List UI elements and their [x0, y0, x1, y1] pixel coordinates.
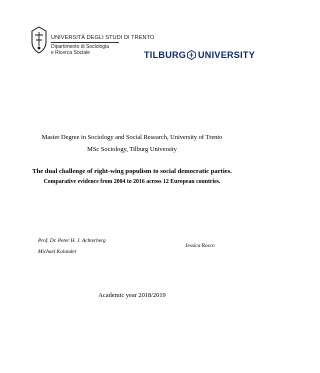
student-name: Jessica Rosco [185, 243, 215, 249]
trento-seal-icon [30, 26, 48, 54]
academic-year: Academic year 2018/2019 [98, 292, 166, 299]
supervisor-1: Prof. Dr. Peter H. J. Achterberg [38, 238, 106, 244]
msc-line: MSc Sociology, Tilburg University [87, 146, 177, 153]
tilburg-emblem-icon [187, 50, 196, 60]
tilburg-logo-word-1: TILBURG [144, 50, 187, 60]
trento-department [51, 45, 109, 56]
supervisor-2: Michael Kolander [38, 249, 77, 255]
thesis-title: The dual challenge of right-wing populism to social democratic parties. [32, 168, 232, 175]
university-of-trento-logo [30, 26, 155, 66]
trento-department-line-1: Dipartimento di Sociologia [51, 44, 110, 50]
thesis-subtitle: Comparative evidence from 2004 to 2016 across 12 European countries. [43, 179, 221, 185]
tilburg-logo-word-2: UNIVERSITY [198, 50, 256, 60]
trento-divider [51, 42, 119, 43]
degree-line: Master Degree in Sociology and Social Research, University of Trento [41, 134, 223, 141]
trento-university-name: UNIVERSITÀ DEGLI STUDI DI TRENTO [51, 35, 155, 41]
tilburg-university-logo [144, 50, 256, 64]
trento-department-line-2: e Ricerca Sociale [51, 49, 90, 56]
